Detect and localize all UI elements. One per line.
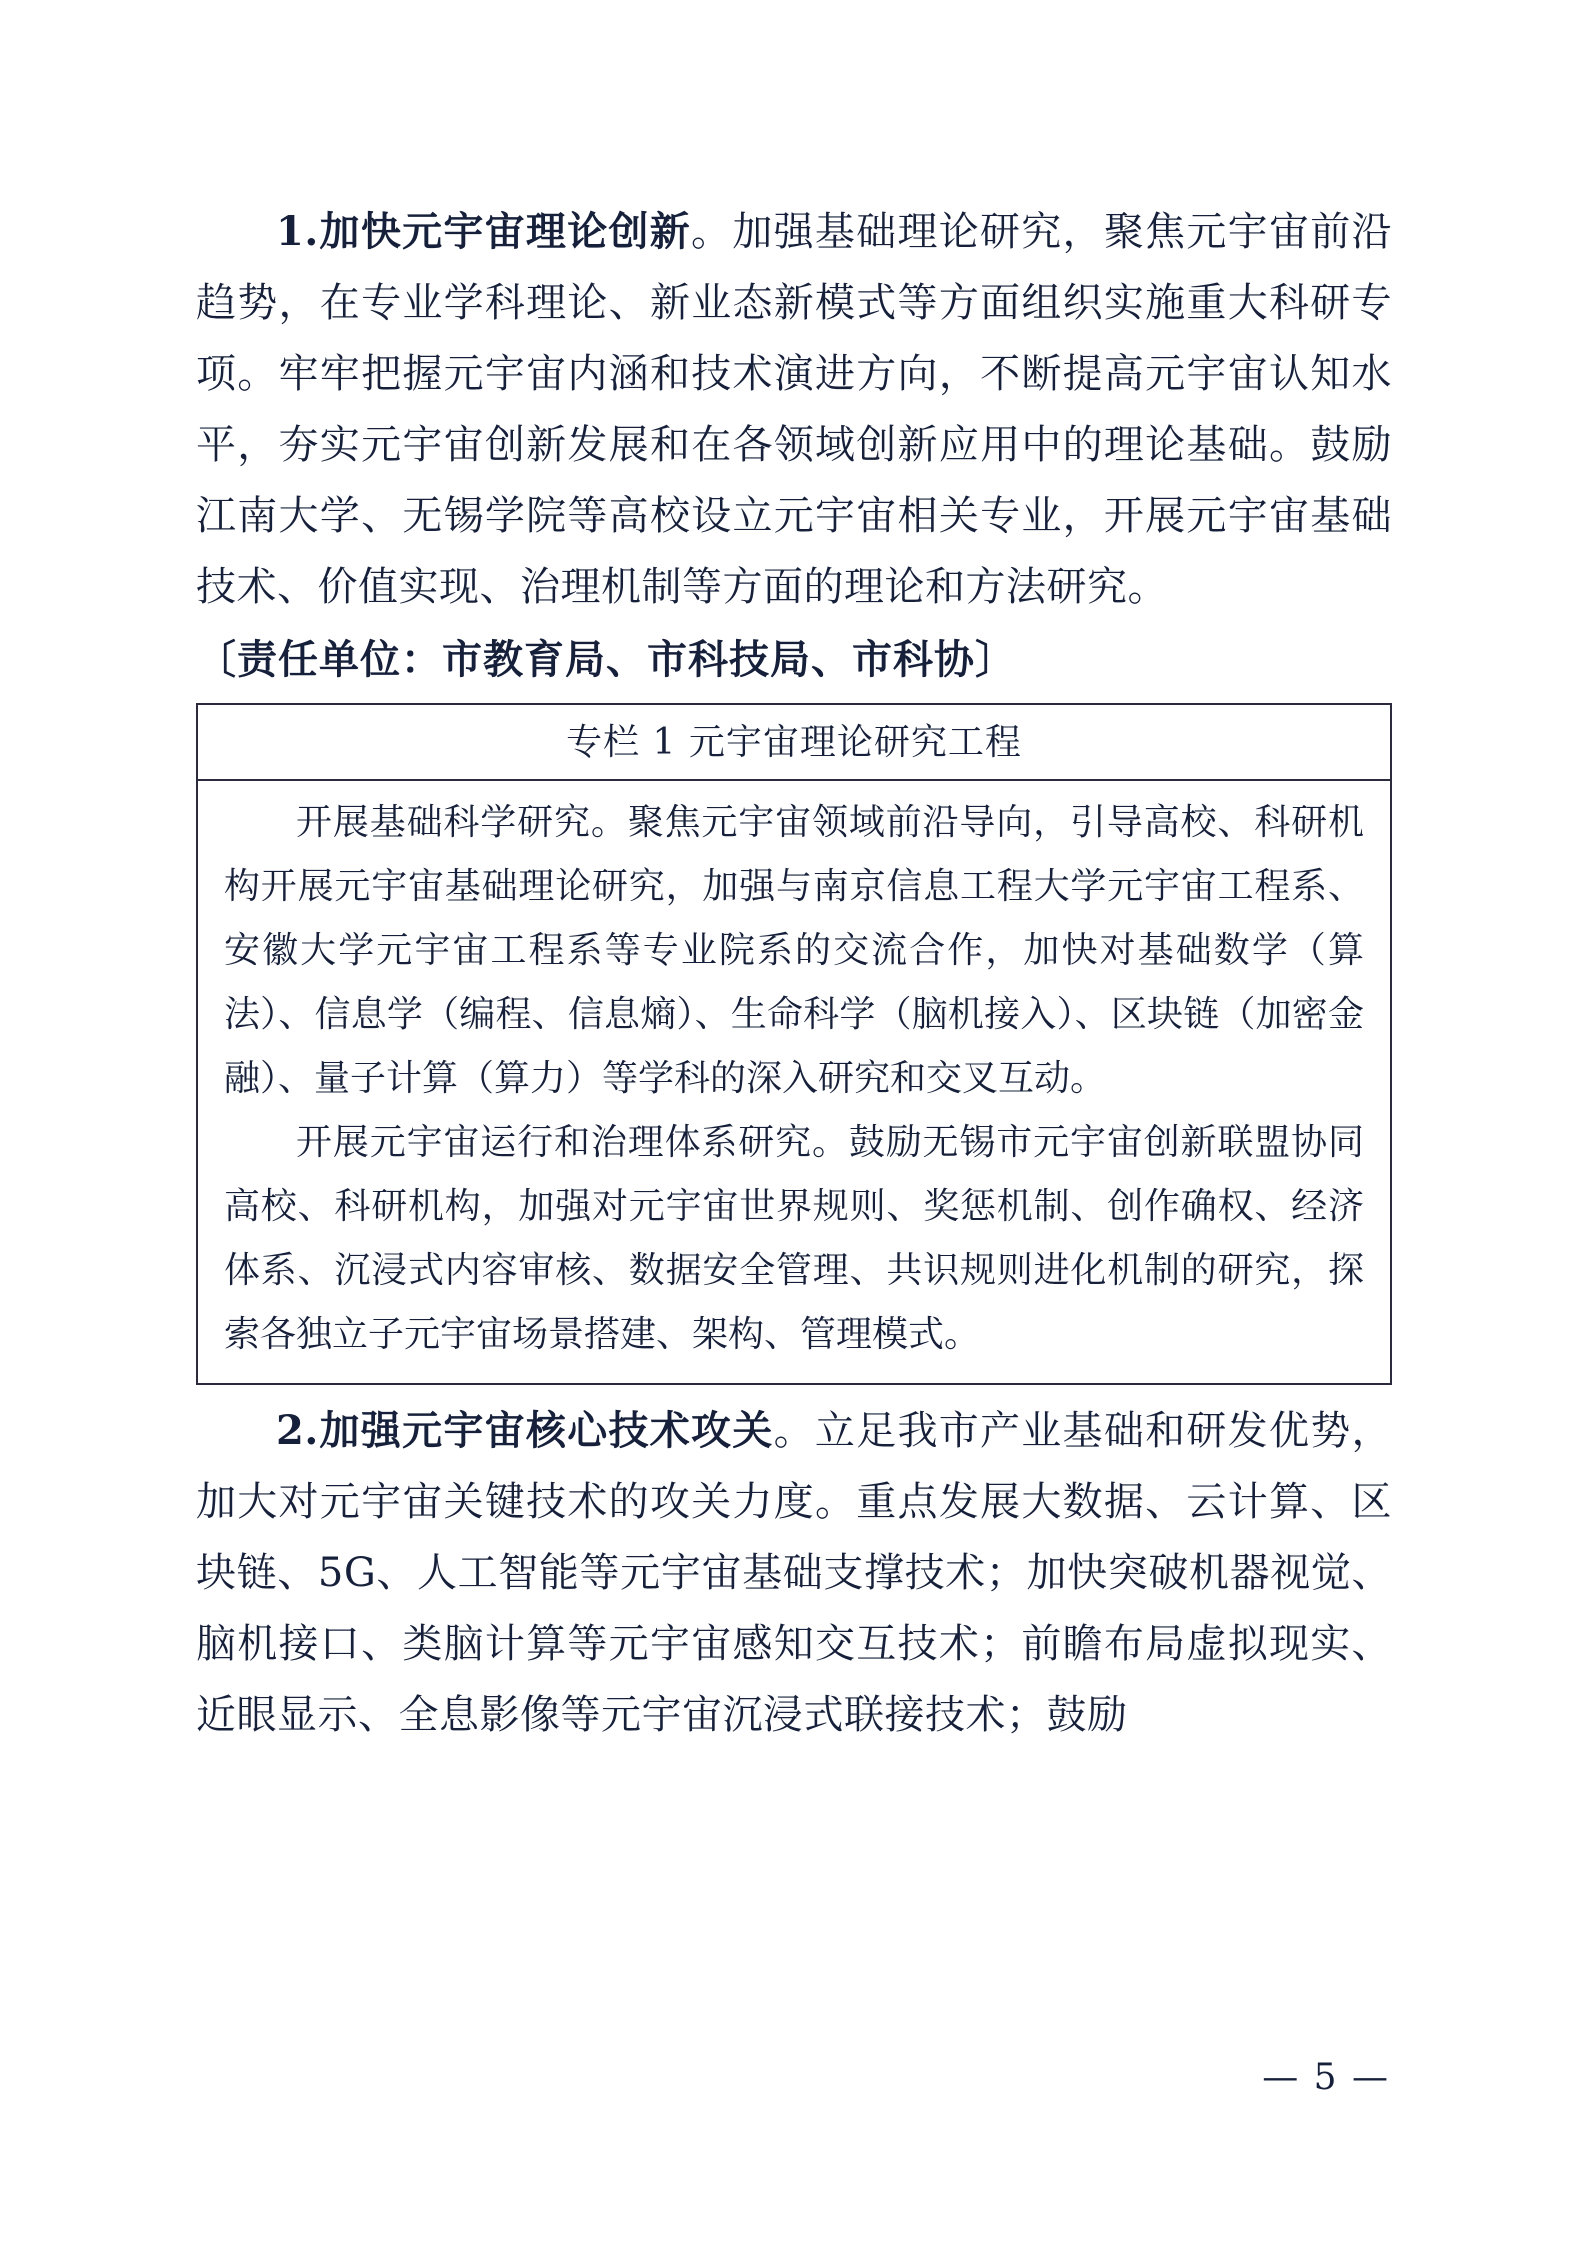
paragraph-1-lead: 1.加快元宇宙理论创新 (276, 208, 692, 255)
responsibility-line: 〔责任单位：市教育局、市科技局、市科协〕 (196, 636, 1016, 683)
column-box-title: 专栏 1 元宇宙理论研究工程 (198, 705, 1390, 781)
paragraph-section-1 (196, 196, 1392, 623)
column-box-paragraph-2: 开展元宇宙运行和治理体系研究。鼓励无锡市元宇宙创新联盟协同高校、科研机构，加强对元宇宙世界规则、奖惩机制、创作确权、经济体系、沉浸式内容审核、数据安全管理、共识规则进化机制的研究，探索各独立子元宇宙场景搭建、架构、管理模式。 (224, 1122, 1364, 1355)
column-box-paragraph-1: 开展基础科学研究。聚焦元宇宙领域前沿导向，引导高校、科研机构开展元宇宙基础理论研究，加强与南京信息工程大学元宇宙工程系、安徽大学元宇宙工程系等专业院系的交流合作，加快对基础数学（算法）、信息学（编程、信息熵）、生命科学（脑机接入）、区块链（加密金融）、量子计算（算力）等学科的深入研究和交叉互动。 (224, 802, 1364, 1099)
page-number: — 5 — (1262, 2057, 1390, 2098)
column-box-body (198, 781, 1390, 1383)
column-box-1 (196, 703, 1392, 1385)
page-content (196, 196, 1392, 1751)
paragraph-2-lead: 2.加强元宇宙核心技术攻关 (276, 1407, 774, 1454)
paragraph-1-text: 。加强基础理论研究，聚焦元宇宙前沿趋势，在专业学科理论、新业态新模式等方面组织实施重大科研专项。牢牢把握元宇宙内涵和技术演进方向，不断提高元宇宙认知水平，夯实元宇宙创新发展和在各领域创新应用中的理论基础。鼓励江南大学、无锡学院等高校设立元宇宙相关专业，开展元宇宙基础技术、价值实现、治理机制等方面的理论和方法研究。 (196, 209, 1392, 610)
paragraph-2-text: 。立足我市产业基础和研发优势，加大对元宇宙关键技术的攻关力度。重点发展大数据、云计算、区块链、5G、人工智能等元宇宙基础支撑技术；加快突破机器视觉、脑机接口、类脑计算等元宇宙感知交互技术；前瞻布局虚拟现实、近眼显示、全息影像等元宇宙沉浸式联接技术；鼓励 (196, 1408, 1393, 1738)
paragraph-section-2 (196, 1395, 1392, 1751)
